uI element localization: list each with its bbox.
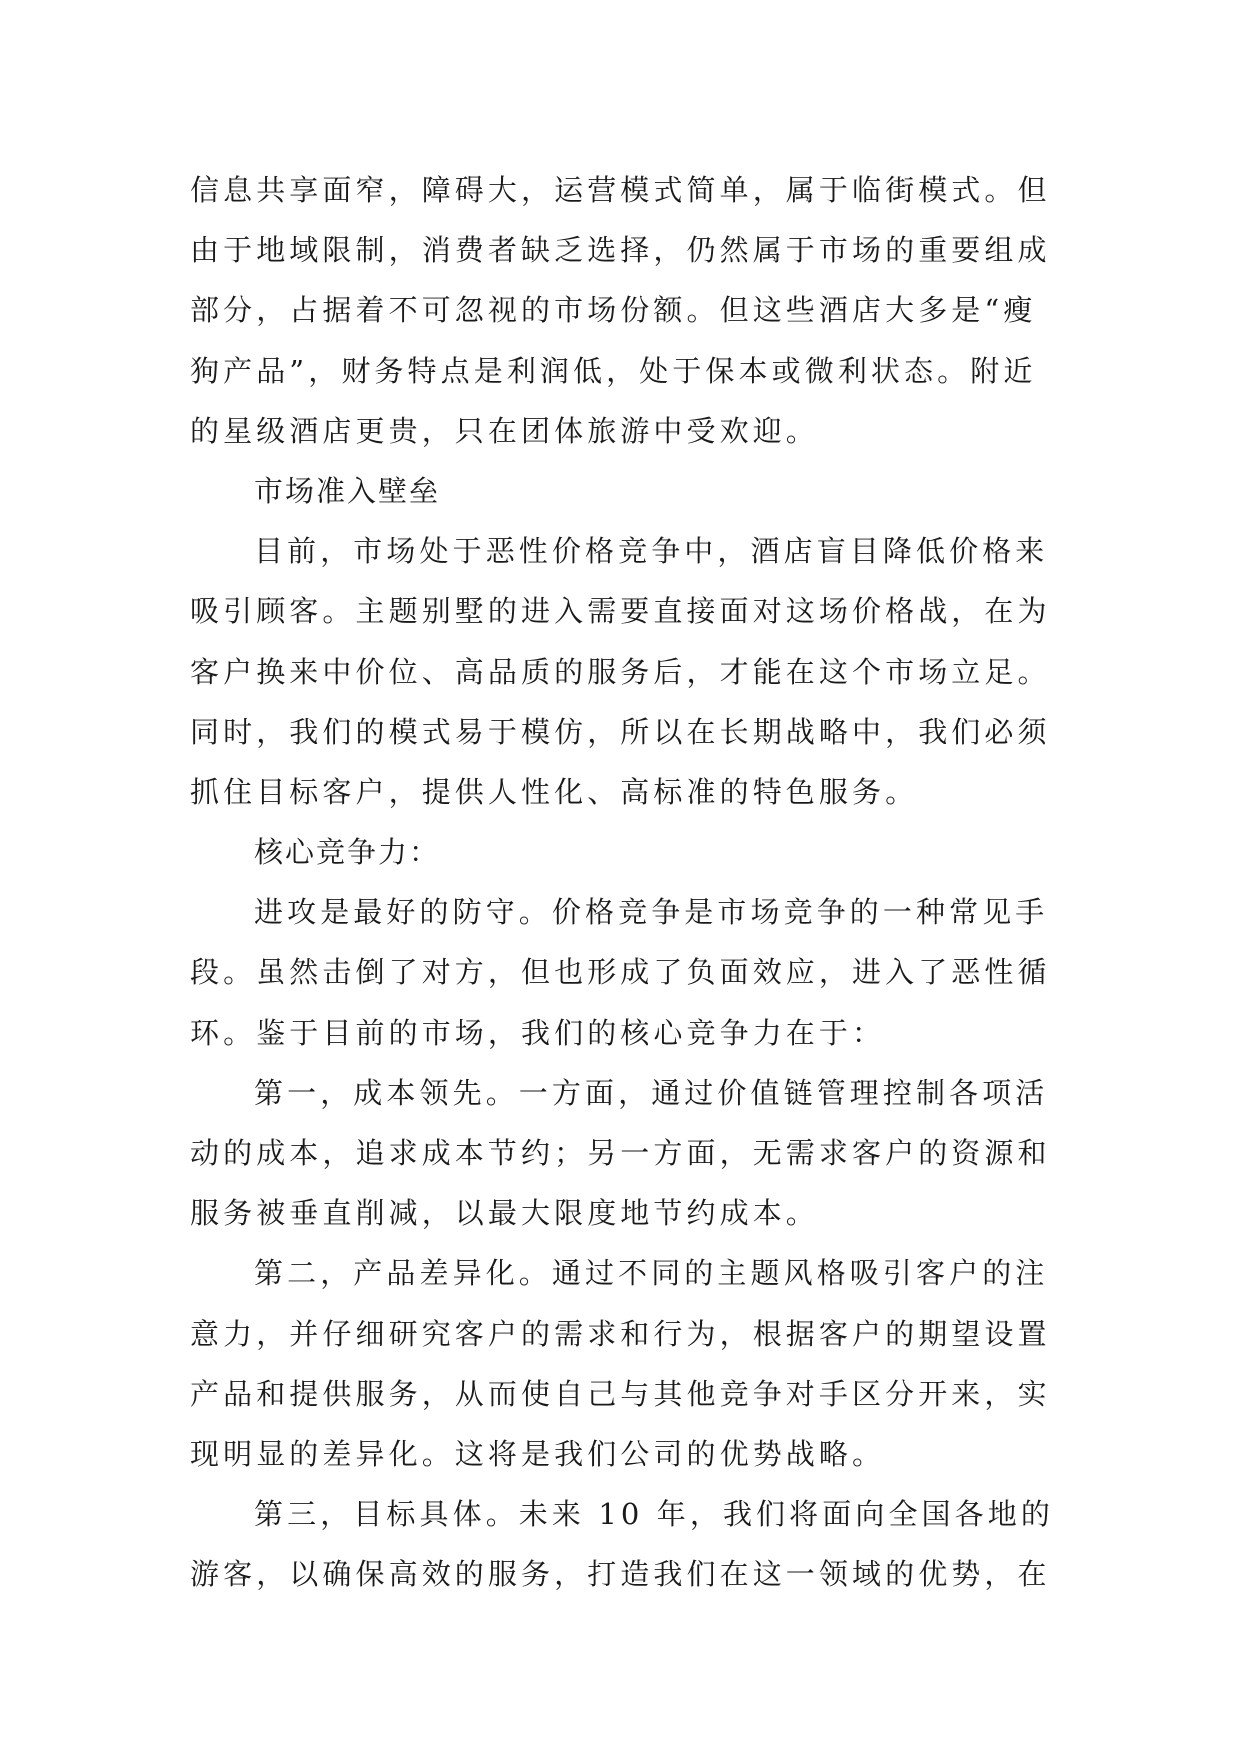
- text-line: 的星级酒店更贵，只在团体旅游中受欢迎。: [190, 413, 819, 448]
- section-heading-market-barriers: 市场准入壁垒: [254, 473, 441, 508]
- text-line: 吸引顾客。主题别墅的进入需要直接面对这场价格战，在为: [190, 594, 1051, 629]
- paragraph-first-line: 进攻是最好的防守。价格竞争是市场竞争的一种常见手: [254, 895, 1049, 930]
- document-body: [190, 160, 1070, 1605]
- text-line: 意力，并仔细研究客户的需求和行为，根据客户的期望设置: [190, 1316, 1051, 1351]
- text-line: 客户换来中价位、高品质的服务后，才能在这个市场立足。: [190, 654, 1051, 689]
- section-heading-core-competence: 核心竞争力：: [254, 835, 441, 870]
- text-line: 部分，占据着不可忽视的市场份额。但这些酒店大多是“瘦: [190, 293, 1037, 328]
- paragraph-first-line: 第三，目标具体。未来 10 年，我们将面向全国各地的: [254, 1497, 1054, 1532]
- text-line: 同时，我们的模式易于模仿，所以在长期战略中，我们必须: [190, 714, 1051, 749]
- text-line: 由于地域限制，消费者缺乏选择，仍然属于市场的重要组成: [190, 233, 1051, 268]
- text-line: 产品和提供服务，从而使自己与其他竞争对手区分开来，实: [190, 1376, 1051, 1411]
- text-line: 游客，以确保高效的服务，打造我们在这一领域的优势，在: [190, 1557, 1051, 1592]
- text-line: 信息共享面窄，障碍大，运营模式简单，属于临街模式。但: [190, 173, 1051, 207]
- text-line: 段。虽然击倒了对方，但也形成了负面效应，进入了恶性循: [190, 955, 1051, 990]
- text-line: 现明显的差异化。这将是我们公司的优势战略。: [190, 1436, 886, 1471]
- paragraph-first-line: 目前，市场处于恶性价格竞争中，酒店盲目降低价格来: [254, 534, 1049, 569]
- text-line: 狗产品”，财务特点是利润低，处于保本或微利状态。附近: [190, 353, 1037, 388]
- paragraph-first-line: 第二，产品差异化。通过不同的主题风格吸引客户的注: [254, 1256, 1049, 1291]
- text-line: 抓住目标客户，提供人性化、高标准的特色服务。: [190, 774, 919, 809]
- paragraph-first-line: 第一，成本领先。一方面，通过价值链管理控制各项活: [254, 1075, 1049, 1110]
- text-line: 动的成本，追求成本节约；另一方面，无需求客户的资源和: [190, 1136, 1051, 1170]
- text-line: 环。鉴于目前的市场，我们的核心竞争力在于：: [190, 1015, 886, 1050]
- text-line: 服务被垂直削减，以最大限度地节约成本。: [190, 1196, 819, 1231]
